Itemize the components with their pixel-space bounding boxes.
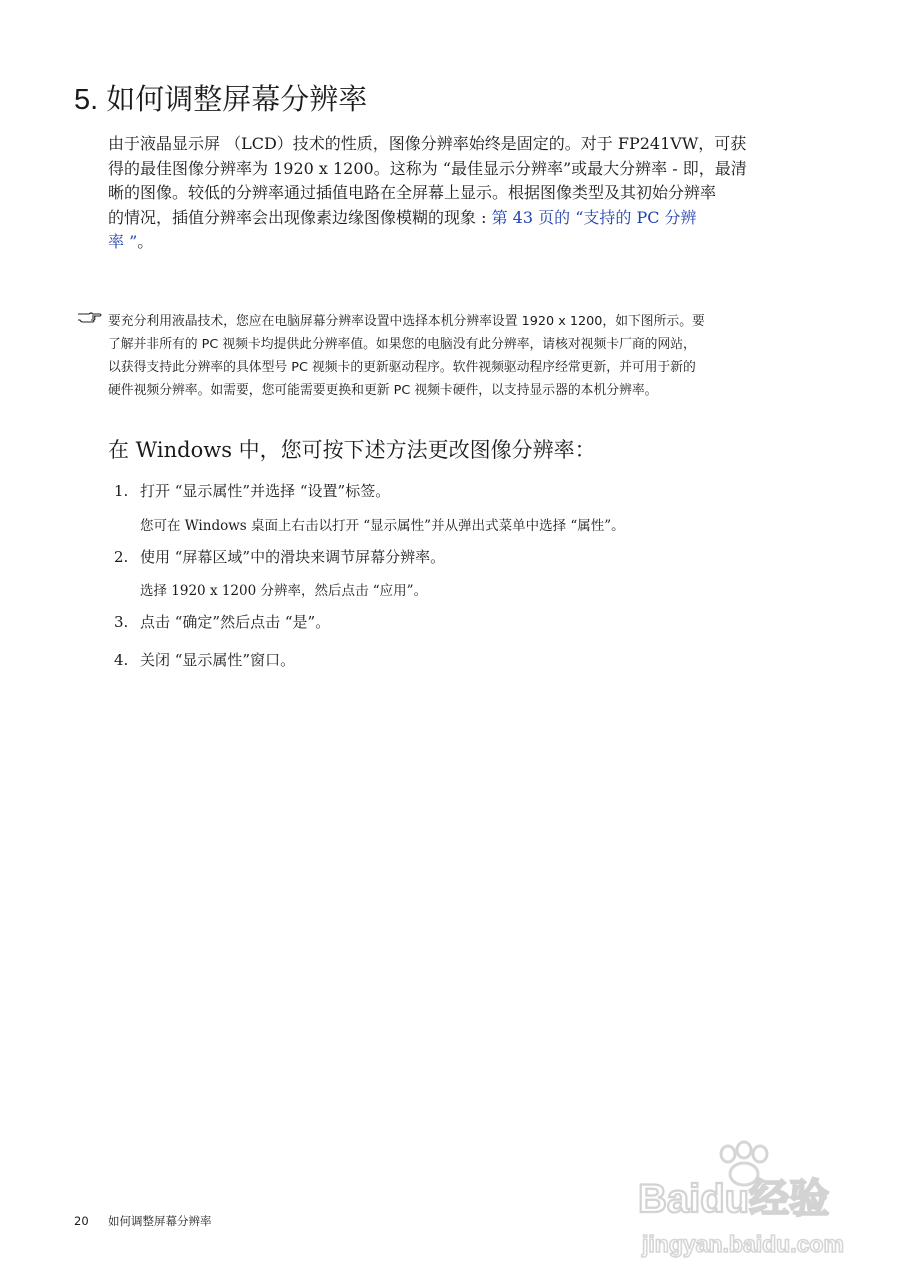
note-line: 要充分利用液晶技术，您应在电脑屏幕分辨率设置中选择本机分辨率设置 1920 x 1200，如下图所示。要 [108, 314, 705, 329]
page-title: 5. 如何调整屏幕分辨率 [74, 84, 368, 116]
note-paragraph [108, 310, 828, 402]
watermark-url: jingyan.baidu.com [642, 1231, 844, 1257]
step-text: 关闭 “显示属性”窗口。 [140, 651, 296, 669]
baidu-watermark [620, 1140, 870, 1270]
intro-end-punct: 。 [137, 232, 154, 251]
step-item [114, 648, 295, 672]
intro-line [108, 230, 828, 255]
intro-paragraph [108, 132, 828, 255]
step-detail: 您可在 Windows 桌面上右击以打开 “显示属性”并从弹出式菜单中选择 “属性”。 [140, 518, 625, 534]
step-text: 打开 “显示属性”并选择 “设置”标签。 [140, 482, 391, 500]
step-item [114, 545, 445, 569]
intro-line [108, 206, 828, 231]
step-number: 4. [114, 651, 129, 669]
note-line: 了解并非所有的 PC 视频卡均提供此分辨率值。如果您的电脑没有此分辨率，请核对视频卡厂商的网站， [108, 337, 696, 352]
supported-resolutions-link[interactable]: 第 43 页的 “支持的 PC 分辨 [491, 207, 697, 227]
footer-section-title: 如何调整屏幕分辨率 [108, 1214, 212, 1228]
step-number: 2. [114, 548, 129, 566]
page-footer [74, 1212, 212, 1230]
step-number: 1. [114, 482, 129, 500]
step-detail: 选择 1920 x 1200 分辨率，然后点击 “应用”。 [140, 583, 428, 599]
pointing-hand-icon [77, 310, 103, 326]
step-item [114, 610, 330, 634]
supported-resolutions-link-cont[interactable]: 率 ” [108, 232, 138, 251]
note-line: 硬件视频分辨率。如需要，您可能需要更换和更新 PC 视频卡硬件，以支持显示器的本机分辨率。 [108, 383, 658, 398]
note-line: 以获得支持此分辨率的具体型号 PC 视频卡的更新驱动程序。软件视频驱动程序经常更新，并可用于新的 [108, 360, 696, 375]
intro-line-text: 的情况，插值分辨率会出现像素边缘图像模糊的现象 : [108, 207, 492, 227]
windows-subheading: 在 Windows 中，您可按下述方法更改图像分辨率： [108, 438, 596, 462]
page-number: 20 [74, 1214, 89, 1228]
intro-line: 晰的图像。较低的分辨率通过插值电路在全屏幕上显示。根据图像类型及其初始分辨率 [108, 183, 717, 202]
intro-line: 由于液晶显示屏 （LCD）技术的性质，图像分辨率始终是固定的。对于 FP241VW，可获 [108, 134, 747, 153]
step-item [114, 479, 390, 503]
step-text: 点击 “确定”然后点击 “是”。 [140, 613, 331, 631]
intro-line: 得的最佳图像分辨率为 1920 x 1200。这称为 “最佳显示分辨率”或最大分辨率 - 即，最清 [108, 158, 747, 178]
watermark-brand: Baidu经验 [638, 1177, 830, 1221]
step-text: 使用 “屏幕区域”中的滑块来调节屏幕分辨率。 [140, 548, 446, 566]
step-number: 3. [114, 613, 129, 631]
